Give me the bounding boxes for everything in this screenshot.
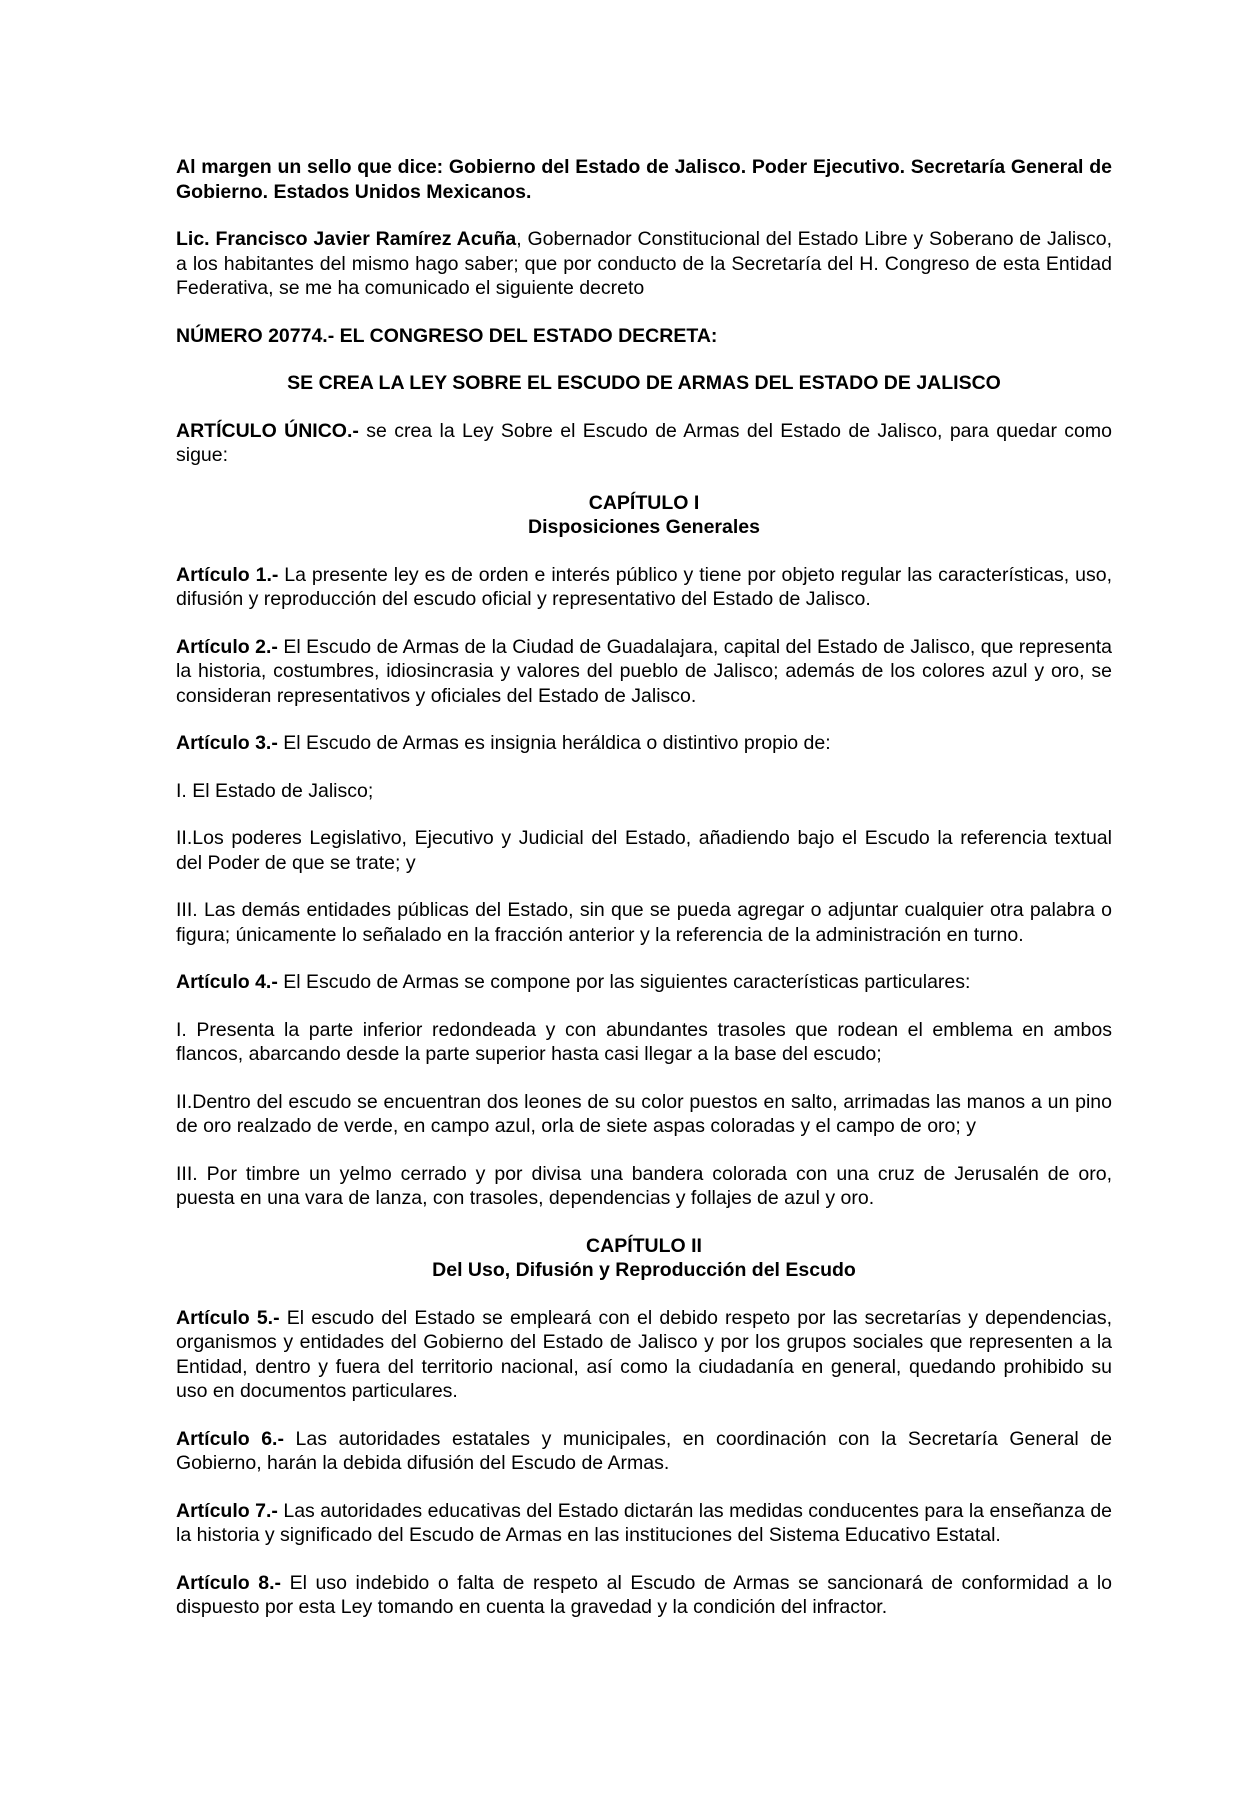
article-1-text: La presente ley es de orden e interés público y tiene por objeto regular las características, uso, difusión y reproducción del escudo oficial y representativo del Estado de Jalisco. <box>176 563 1112 610</box>
article-4-fraction-3: III. Por timbre un yelmo cerrado y por divisa una bandera colorada con una cruz de Jerusalén de oro, puesta en una vara de lanza, con trasoles, dependencias y follajes de azul y oro. <box>176 1162 1112 1209</box>
preamble <box>176 227 1112 301</box>
article-5-text: El escudo del Estado se empleará con el debido respeto por las secretarías y dependencias, organismos y entidades del Gobierno del Estado de Jalisco y por los grupos sociales que representen a la Entidad, dentro y fuera del territorio nacional, así como la ciudadanía en general, quedando prohibido su uso en documentos particulares. <box>176 1306 1112 1402</box>
chapter-2-number: CAPÍTULO II <box>586 1234 702 1257</box>
articulo-unico-text: se crea la Ley Sobre el Escudo de Armas del Estado de Jalisco, para quedar como sigue: <box>176 419 1112 466</box>
article-3-label: Artículo 3.- <box>176 732 278 754</box>
article-2-label: Artículo 2.- <box>176 635 278 658</box>
article-5-label: Artículo 5.- <box>176 1306 280 1329</box>
decree-number: NÚMERO 20774.- EL CONGRESO DEL ESTADO DECRETA: <box>176 324 718 347</box>
article-4-text: El Escudo de Armas se compone por las siguientes características particulares: <box>277 971 971 993</box>
article-5 <box>176 1306 1112 1404</box>
article-6-label: Artículo 6.- <box>176 1427 284 1450</box>
article-1-label: Artículo 1.- <box>176 563 279 586</box>
article-2-text: El Escudo de Armas de la Ciudad de Guadalajara, capital del Estado de Jalisco, que representa la historia, costumbres, idiosincrasia y valores del pueblo de Jalisco; además de los colores azul y oro, se consideran representativos y oficiales del Estado de Jalisco. <box>176 635 1112 707</box>
article-6 <box>176 1427 1112 1476</box>
article-4-label: Artículo 4.- <box>176 971 278 993</box>
chapter-1-heading <box>176 491 1112 540</box>
articulo-unico-label: ARTÍCULO ÚNICO.- <box>176 419 359 442</box>
article-3-text: El Escudo de Armas es insignia heráldica o distintivo propio de: <box>277 732 831 754</box>
article-7-text: Las autoridades educativas del Estado dictarán las medidas conducentes para la enseñanza de la historia y significado del Escudo de Armas en las instituciones del Sistema Educativo Estatal. <box>176 1499 1113 1546</box>
document-page <box>176 155 1112 1643</box>
article-8-label: Artículo 8.- <box>176 1571 282 1594</box>
article-7-label: Artículo 7.- <box>176 1499 278 1522</box>
article-3-fraction-1: I. El Estado de Jalisco; <box>176 779 374 802</box>
article-4 <box>176 970 1112 995</box>
articulo-unico <box>176 419 1112 468</box>
chapter-2-heading <box>176 1234 1112 1283</box>
law-title: SE CREA LA LEY SOBRE EL ESCUDO DE ARMAS DEL ESTADO DE JALISCO <box>287 372 1001 394</box>
article-3-fraction-3: III. Las demás entidades públicas del Estado, sin que se pueda agregar o adjuntar cualquier otra palabra o figura; únicamente lo señalado en la fracción anterior y la referencia de la administración en turno. <box>176 899 1112 946</box>
preamble-text: , Gobernador Constitucional del Estado Libre y Soberano de Jalisco, a los habitantes del mismo hago saber; que por conducto de la Secretaría del H. Congreso de esta Entidad Federativa, se me ha comunicado el siguiente decreto <box>176 228 1112 299</box>
article-4-fraction-1: I. Presenta la parte inferior redondeada y con abundantes trasoles que rodean el emblema en ambos flancos, abarcando desde la parte superior hasta casi llegar a la base del escudo; <box>176 1018 1112 1065</box>
article-6-text: Las autoridades estatales y municipales, en coordinación con la Secretaría General de Gobierno, harán la debida difusión del Escudo de Armas. <box>176 1427 1113 1474</box>
article-8-text: El uso indebido o falta de respeto al Escudo de Armas se sancionará de conformidad a lo dispuesto por esta Ley tomando en cuenta la gravedad y la condición del infractor. <box>176 1571 1113 1618</box>
chapter-1-number: CAPÍTULO I <box>588 491 700 514</box>
article-4-fraction-2: II.Dentro del escudo se encuentran dos leones de su color puestos en salto, arrimadas las manos a un pino de oro realzado de verde, en campo azul, orla de siete aspas coloradas y el campo de oro; y <box>176 1090 1112 1137</box>
article-3-fraction-2: II.Los poderes Legislativo, Ejecutivo y Judicial del Estado, añadiendo bajo el Escudo la referencia textual del Poder de que se trate; y <box>176 827 1112 874</box>
article-1 <box>176 563 1112 612</box>
margin-note: Al margen un sello que dice: Gobierno del Estado de Jalisco. Poder Ejecutivo. Secretaría General de Gobierno. Estados Unidos Mexicanos. <box>176 156 1112 203</box>
article-7 <box>176 1499 1112 1548</box>
chapter-1-title: Disposiciones Generales <box>528 516 760 538</box>
chapter-2-title: Del Uso, Difusión y Reproducción del Escudo <box>432 1259 856 1281</box>
governor-name: Lic. Francisco Javier Ramírez Acuña <box>176 228 517 250</box>
article-8 <box>176 1571 1112 1620</box>
article-2 <box>176 635 1112 709</box>
article-3 <box>176 731 1112 756</box>
